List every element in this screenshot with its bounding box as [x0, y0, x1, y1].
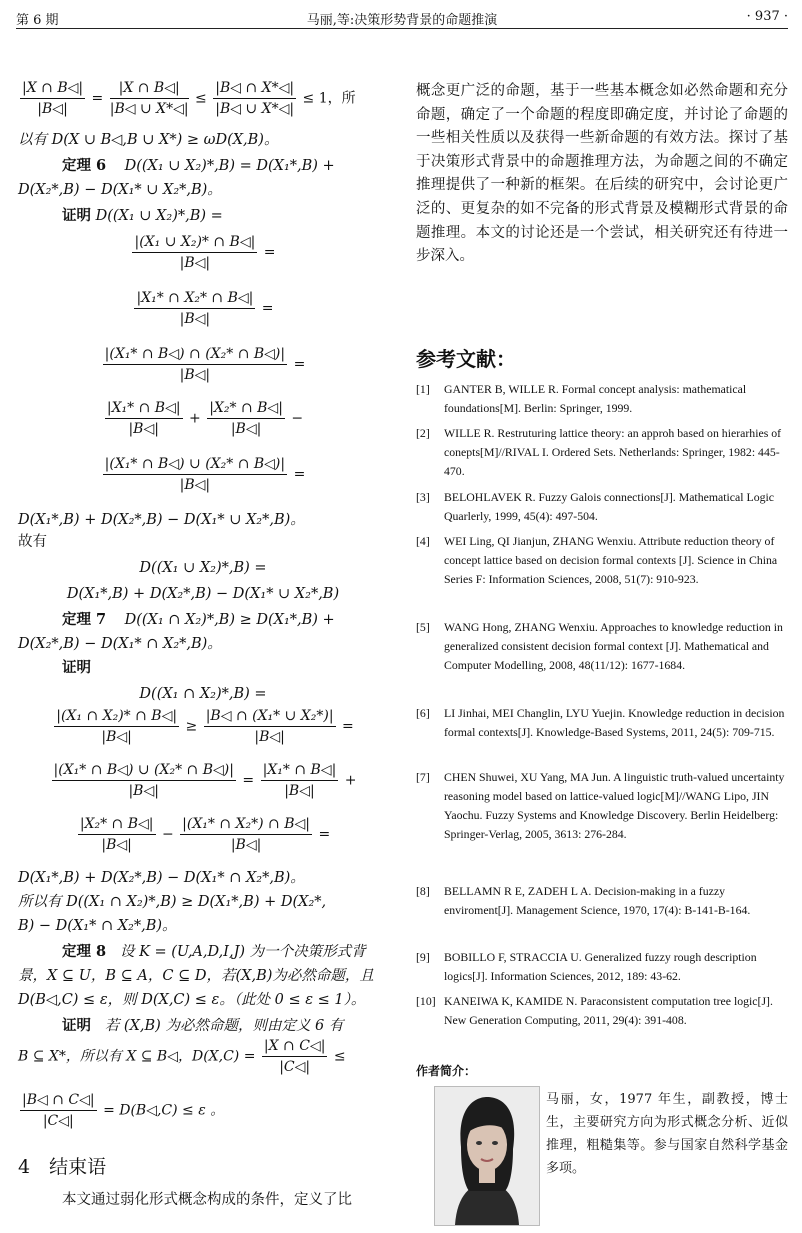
equation-text: 若 (X,B) 为必然命题，则由定义 6 有: [104, 1018, 344, 1034]
reference-item: [9] BOBILLO F, STRACCIA U. Generalized fuzzy rough description logics[J]. Information Sciences, 2012, 189: 43-62.: [416, 950, 757, 983]
fraction: $\frac{\text{|(X₁* ∩ X₂*) ∩ B◁|}}{|B◁|}$: [182, 816, 310, 853]
text-line: 以有 D(X ∪ B◁,B ∪ X*) ≥ ωD(X,B)。: [18, 132, 279, 148]
reference-item: [5] WANG Hong, ZHANG Wenxiu. Approaches to knowledge reduction in generalized consistent decision formal context [J]. Mathematical and Computer Modelling, 2008, 48(11/12): 1677-1684.: [416, 620, 783, 672]
fraction: $\frac{\text{|(X₁* ∩ B◁) ∩ (X₂* ∩ B◁)|}}{|B◁|}$: [104, 346, 286, 383]
author-heading: 作者简介：: [416, 1064, 477, 1078]
theorem-text: 设 K = (U,A,D,I,J) 为一个决策形式背: [119, 944, 366, 960]
equation-line: $\frac{\text{|X₁* ∩ X₂* ∩ B◁|}}{|B◁|}$ =: [136, 290, 274, 327]
fraction: $\frac{\text{|B◁ ∩ (X₁* ∪ X₂*)|}}{|B◁|}$: [205, 708, 334, 745]
references-heading: 参考文献：: [416, 347, 516, 371]
proof-label: 证明: [62, 207, 91, 224]
equation-line: $\frac{\text{|(X₁* ∩ B◁) ∪ (X₂* ∩ B◁)|}}{|B◁|}$ = $\frac{\text{|X₁* ∩ B◁|}}{|B◁|}$ +: [53, 762, 357, 799]
inline-text: ≤ 1，所: [302, 90, 356, 107]
text-line: B) − D(X₁* ∩ X₂*,B)。: [18, 918, 177, 934]
theorem-label: 定理 6: [62, 157, 107, 174]
equation-text: B ⊆ X*，所以有 X ⊆ B◁，D(X,C) =: [18, 1048, 256, 1065]
conclusion-paragraph: 概念更广泛的命题，基于一些基本概念如必然命题和充分命题，确定了一个命题的程度即确定度，并讨论了命题的一些相关性质以及获得一些新命题的有效方法。探讨了基于决策形式背景中的命题推理方法，为命题之间的不确定推理提供了一种新的框架。在后续的研究中，会讨论更广泛的、更复杂的如不完备的形式背景及模糊形式背景的命题推理。本文的讨论还是一个尝试，相关研究还有待进一步深入。: [416, 83, 788, 265]
reference-item: [2] WILLE R. Restruturing lattice theory: an approh based on hierarhies of conepts[M]//RIVAL I. Ordered Sets. Netherlands: Springer, 1982: 445-470.: [416, 426, 782, 478]
proof-label: 证明: [62, 1017, 91, 1034]
author-bio: 马丽，女，1977 年生，副教授，博士生，主要研究方向为形式概念分析、近似推理，粗糙集等。参与国家自然科学基金多项。: [546, 1092, 788, 1176]
fraction: $\frac{\text{|X₂* ∩ B◁|}}{|B◁|}$: [209, 400, 283, 437]
equation-text: = D(B◁,C) ≤ ε 。: [103, 1102, 225, 1119]
equation-line: $\frac{\text{|(X₁* ∩ B◁) ∩ (X₂* ∩ B◁)|}}{|B◁|}$ =: [104, 346, 306, 383]
fraction: $\frac{\text{|(X₁ ∪ X₂)* ∩ B◁|}}{|B◁|}$: [134, 234, 256, 271]
theorem-label: 定理 8: [62, 943, 107, 960]
text-line: D((X₁ ∪ X₂)*,B) =: [139, 560, 267, 576]
text-line: D(X₂*,B) − D(X₁* ∩ X₂*,B)。: [18, 636, 222, 652]
equation-line: $\frac{\text{|(X₁* ∩ B◁) ∪ (X₂* ∩ B◁)|}}{|B◁|}$ =: [104, 456, 306, 493]
theorem-7: [62, 610, 335, 630]
text-line: 景，X ⊆ U，B ⊆ A，C ⊆ D，若(X,B)为必然命题，且: [18, 968, 374, 984]
equation-line: [18, 1092, 388, 1129]
text-line: 本文通过弱化形式概念构成的条件，定义了比: [62, 1192, 352, 1208]
fraction: $\frac{\text{|(X₁* ∩ B◁) ∪ (X₂* ∩ B◁)|}}{|B◁|}$: [53, 762, 234, 799]
proof-6-start: [62, 206, 223, 226]
reference-item: [3] BELOHLAVEK R. Fuzzy Galois connections[J]. Mathematical Logic Quarlerly, 1999, 45(4): 497-504.: [416, 490, 775, 523]
reference-item: [1] GANTER B, WILLE R. Formal concept analysis: mathematical foundations[M]. Berlin: Springer, 1999.: [416, 382, 747, 415]
reference-item: [10] KANEIWA K, KAMIDE N. Paraconsistent computation tree logic[J]. New Generation Computing, 2011, 29(4): 391-408.: [416, 994, 773, 1027]
author-photo: [434, 1086, 540, 1226]
text-line: D(X₁*,B) + D(X₂*,B) − D(X₁* ∩ X₂*,B)。: [18, 870, 305, 886]
fraction: $\frac{|X \cap B◁|}{|B◁ \cup X*◁|}$: [109, 80, 189, 117]
section-heading: 4 结束语: [18, 1156, 107, 1178]
theorem-label: 定理 7: [62, 611, 107, 628]
fraction: $\frac{\text{|(X₁ ∩ X₂)* ∩ B◁|}}{|B◁|}$: [56, 708, 178, 745]
text-line: 所以有 D((X₁ ∩ X₂)*,B) ≥ D(X₁*,B) + D(X₂*,: [18, 894, 327, 910]
reference-item: [4] WEI Ling, QI Jianjun, ZHANG Wenxiu. Attribute reduction theory of concept lattice based on decision formal contexts [J]. Science in China Series F: Information Sciences, 2008, 51(7): 910-923.: [416, 534, 778, 586]
right-column: [416, 58, 788, 1228]
theorem-text: D((X₁ ∪ X₂)*,B) = D(X₁*,B) +: [124, 158, 335, 174]
left-column: [18, 58, 388, 1228]
fraction: $\frac{\text{|X₂* ∩ B◁|}}{|B◁|}$: [79, 816, 154, 853]
equation-line: $\frac{\text{|X₂* ∩ B◁|}}{|B◁|}$ − $\frac{\text{|(X₁* ∩ X₂*) ∩ B◁|}}{|B◁|}$ =: [79, 816, 331, 853]
fraction: $\frac{\text{|X₁* ∩ B◁|}}{|B◁|}$: [106, 400, 181, 437]
fraction: $\frac{|B◁ \cap C◁|}{|C◁|}$: [22, 1092, 95, 1129]
running-title: 马丽,等:决策形势背景的命题推演: [306, 13, 498, 28]
equation-line: $\frac{\text{|X₁* ∩ B◁|}}{|B◁|}$ + $\frac{\text{|X₂* ∩ B◁|}}{|B◁|}$ −: [106, 400, 304, 437]
fraction: $\frac{\text{|X₁* ∩ B◁|}}{|B◁|}$: [262, 762, 337, 799]
text-line: D(X₂*,B) − D(X₁* ∪ X₂*,B)。: [18, 182, 222, 198]
text-line: D((X₁ ∩ X₂)*,B) =: [139, 686, 267, 702]
text-line: D(X₁*,B) + D(X₂*,B) − D(X₁* ∪ X₂*,B): [66, 586, 340, 602]
theorem-6: [62, 156, 335, 176]
issue-number: 第 6 期: [16, 13, 59, 28]
equation-text: D((X₁ ∪ X₂)*,B) =: [95, 208, 223, 224]
reference-item: [7] CHEN Shuwei, XU Yang, MA Jun. A linguistic truth-valued uncertainty reasoning model based on lattice-valued logic[M]//WANG Lipo, JIN Yaochu. Fuzzy Systems and Knowledge Discovery. Berlin Heidelberg: Springer-Verlag, 2005, 3613: 276-284.: [416, 770, 785, 841]
text-line: 故有: [18, 534, 47, 550]
reference-item: [8] BELLAMN R E, ZADEH L A. Decision-making in a fuzzy enviroment[J]. Management Science, 1970, 17(4): B-141-B-164.: [416, 884, 751, 917]
running-header: [16, 6, 788, 29]
proof-8-start: [62, 1016, 343, 1036]
fraction: $\frac{\text{|X₁* ∩ X₂* ∩ B◁|}}{|B◁|}$: [136, 290, 254, 327]
proof-label: 证明: [62, 659, 91, 676]
fraction: $\frac{|B◁ \cap X*◁|}{|B◁ \cup X*◁|}$: [215, 80, 295, 117]
text-line: D(X₁*,B) + D(X₂*,B) − D(X₁* ∪ X₂*,B)。: [18, 512, 305, 528]
theorem-text: D((X₁ ∩ X₂)*,B) ≥ D(X₁*,B) +: [124, 612, 335, 628]
reference-item: [6] LI Jinhai, MEI Changlin, LYU Yuejin. Knowledge reduction in decision formal contexts[J]. Knowledge-Based Systems, 2011, 24(5): 709-715.: [416, 706, 785, 739]
fraction: $\frac{\text{|(X₁* ∩ B◁) ∪ (X₂* ∩ B◁)|}}{|B◁|}$: [104, 456, 286, 493]
equation-line: B ⊆ X*，所以有 X ⊆ B◁，D(X,C) = $\frac{|X \cap C◁|}{|C◁|}$ ≤: [18, 1038, 346, 1075]
fraction: $\frac{|X \cap C◁|}{|C◁|}$: [263, 1038, 326, 1075]
text-line: D(B◁,C) ≤ ε，则 D(X,C) ≤ ε。（此处 0 ≤ ε ≤ 1）。: [18, 992, 366, 1008]
theorem-8: [62, 942, 366, 962]
equation-line: $\frac{\text{|(X₁ ∩ X₂)* ∩ B◁|}}{|B◁|}$ ≥ $\frac{\text{|B◁ ∩ (X₁* ∪ X₂*)|}}{|B◁|}$ =: [56, 708, 354, 745]
fraction: $\frac{|X \cap B◁|}{|B◁|}$: [22, 80, 84, 117]
ratio-inequality: $\frac{|X \cap B◁|}{|B◁|}$ = $\frac{|X \cap B◁|}{|B◁ \cup X*◁|}$ ≤ $\frac{|B◁ \cap X*◁|}{|B◁ \cup X*◁|}$ ≤ 1，所: [22, 80, 356, 117]
page-number: · 937 ·: [746, 9, 788, 24]
equation-line: $\frac{\text{|(X₁ ∪ X₂)* ∩ B◁|}}{|B◁|}$ =: [134, 234, 276, 271]
portrait-image: [435, 1087, 539, 1225]
